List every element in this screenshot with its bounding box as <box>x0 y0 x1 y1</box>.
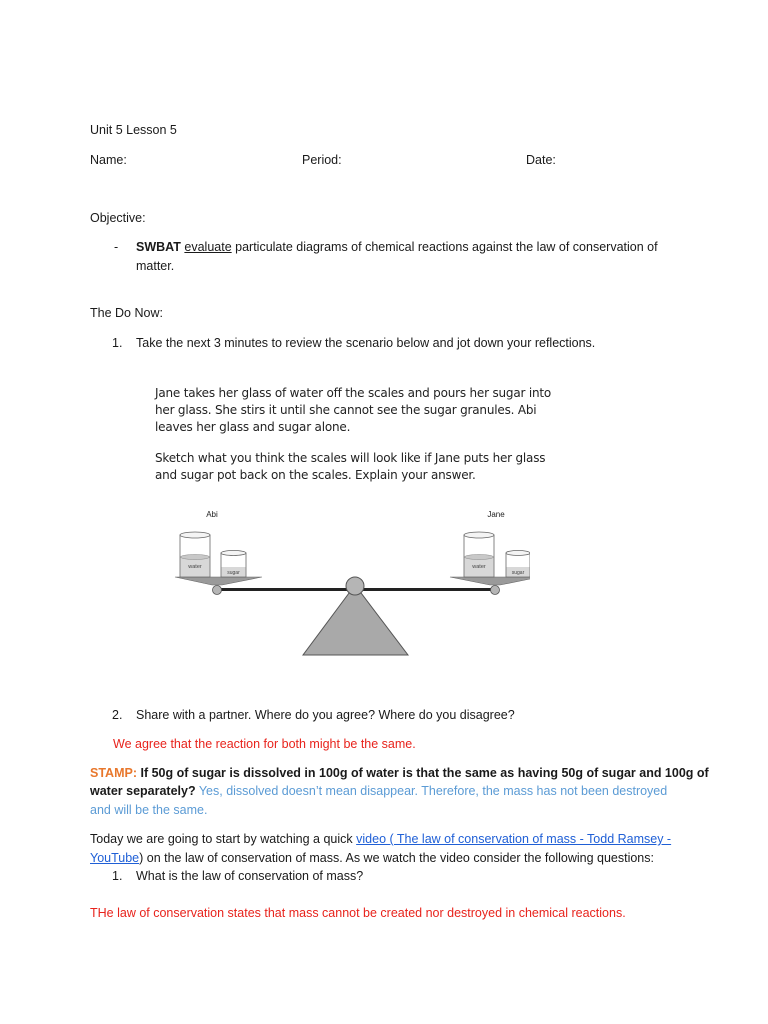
item2-answer: We agree that the reaction for both might be the same. <box>113 737 416 751</box>
item1-number: 1. <box>112 336 123 350</box>
item1-text: Take the next 3 minutes to review the scenario below and jot down your reflections. <box>136 336 596 350</box>
video-after-link: ) on the law of conservation of mass. As we watch the video consider the following questions: <box>139 851 654 865</box>
stamp-answer-2: and will be the same. <box>90 803 208 817</box>
period-label: Period: <box>302 153 342 167</box>
swbat-text: SWBAT <box>136 240 181 254</box>
stamp-label: STAMP: <box>90 766 137 780</box>
stamp-line1 <box>90 766 709 780</box>
scale-stand <box>303 585 408 655</box>
right-pan <box>450 577 530 585</box>
objective-rest: particulate diagrams of chemical reactions against the law of conservation of <box>235 240 658 254</box>
scenario-text <box>155 385 555 498</box>
video-intro: Today we are going to start by watching a quick <box>90 832 353 846</box>
scale-pivot <box>346 577 364 595</box>
objective-line2: matter. <box>136 259 175 273</box>
abi-label: Abi <box>206 510 218 519</box>
objective-heading: Objective: <box>90 211 146 225</box>
evaluate-text: evaluate <box>184 240 232 254</box>
abi-sugar-pot <box>221 551 246 578</box>
video-link-part2[interactable]: YouTube <box>90 851 140 865</box>
jane-water-glass <box>464 532 494 577</box>
objective-bullet: - <box>114 240 119 254</box>
video-line1 <box>90 832 671 846</box>
item2-number: 2. <box>112 708 123 722</box>
video-line2 <box>90 851 654 865</box>
lesson-title: Unit 5 Lesson 5 <box>90 123 177 137</box>
balance-scale-diagram <box>170 505 530 665</box>
abi-water-label: water <box>188 564 202 570</box>
date-label: Date: <box>526 153 556 167</box>
video-q1-answer: THe law of conservation states that mass cannot be created nor destroyed in chemical reactions. <box>90 906 626 920</box>
name-label: Name: <box>90 153 127 167</box>
right-knob <box>491 586 500 595</box>
scenario-paragraph-2: Sketch what you think the scales will look like if Jane puts her glass and sugar pot back on the scales. Explain your answer. <box>155 451 546 482</box>
abi-sugar-label: sugar <box>227 570 240 576</box>
jane-sugar-label: sugar <box>511 570 525 576</box>
video-link-part1[interactable]: video ( The law of conservation of mass - Todd Ramsey - <box>356 832 672 846</box>
stamp-question-2: water separately? <box>90 784 196 798</box>
stamp-line2 <box>90 784 667 798</box>
left-pan <box>175 577 262 585</box>
abi-water-glass <box>180 532 210 577</box>
video-q1-text: What is the law of conservation of mass? <box>136 869 364 883</box>
stamp-answer-1: Yes, dissolved doesn’t mean disappear. Therefore, the mass has not been destroyed <box>198 784 668 798</box>
objective-line1 <box>136 240 658 254</box>
jane-water-label: water <box>472 564 486 570</box>
scenario-paragraph-1: Jane takes her glass of water off the scales and pours her sugar into her glass. She stirs it until she cannot see the sugar granules. Abi leaves her glass and sugar alone. <box>155 386 552 434</box>
video-q1-number: 1. <box>112 869 123 883</box>
jane-label: Jane <box>487 510 505 519</box>
item2-text: Share with a partner. Where do you agree? Where do you disagree? <box>136 708 515 722</box>
stamp-question-1: If 50g of sugar is dissolved in 100g of water is that the same as having 50g of sugar and 100g of <box>140 766 709 780</box>
jane-sugar-pot <box>506 551 530 578</box>
left-knob <box>213 586 222 595</box>
do-now-heading: The Do Now: <box>90 306 163 320</box>
